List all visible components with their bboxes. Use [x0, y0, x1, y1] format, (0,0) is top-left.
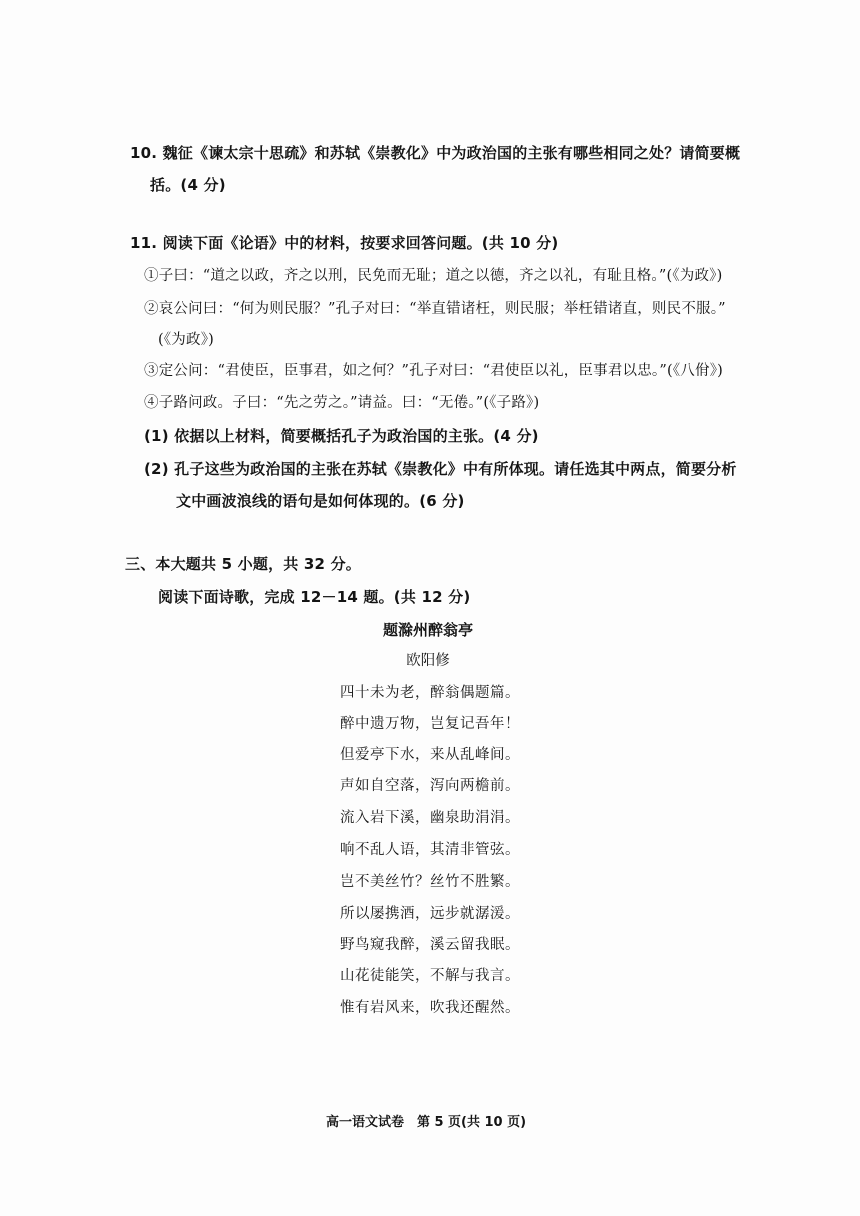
material-4: ④子路问政。子曰：“先之劳之。”请益。曰：“无倦。”(《子路》)	[144, 395, 540, 411]
sub-question-1: (1) 依据以上材料，简要概括孔子为政治国的主张。(4 分)	[144, 427, 539, 445]
question-11-stem: 11. 阅读下面《论语》中的材料，按要求回答问题。(共 10 分)	[130, 234, 559, 252]
poem-line: 岂不美丝竹？丝竹不胜繁。	[340, 874, 520, 890]
material-3: ③定公问：“君使臣，臣事君，如之何？”孔子对曰：“君使臣以礼，臣事君以忠。”(《八佾》)	[144, 363, 724, 379]
material-2-line-1: ②哀公问曰：“何为则民服？”孔子对曰：“举直错诸枉，则民服；举枉错诸直，则民不服。”	[144, 301, 726, 317]
section-3-heading: 三、本大题共 5 小题，共 32 分。	[125, 555, 362, 573]
poem-line: 惟有岩风来，吹我还醒然。	[340, 1000, 520, 1016]
poem-line: 醉中遗万物，岂复记吾年！	[340, 716, 520, 732]
question-10-line-2: 括。(4 分)	[150, 176, 226, 194]
poem-line: 流入岩下溪，幽泉助涓涓。	[340, 810, 520, 826]
material-2-line-2: (《为政》)	[158, 332, 215, 348]
poem-author: 欧阳修	[406, 653, 450, 669]
sub-question-2-line-2: 文中画波浪线的语句是如何体现的。(6 分)	[176, 492, 465, 510]
poem-line: 声如自空落，泻向两檐前。	[340, 778, 520, 794]
sub-question-2-line-1: (2) 孔子这些为政治国的主张在苏轼《崇教化》中有所体现。请任选其中两点，简要分析	[144, 460, 737, 478]
section-3-intro: 阅读下面诗歌，完成 12－14 题。(共 12 分)	[158, 588, 471, 606]
material-1: ①子曰：“道之以政，齐之以刑，民免而无耻；道之以德，齐之以礼，有耻且格。”(《为政》)	[144, 268, 723, 284]
poem-line: 所以屡携酒，远步就潺湲。	[340, 906, 520, 922]
page-footer: 高一语文试卷 第 5 页(共 10 页)	[325, 1115, 527, 1130]
poem-title: 题滁州醉翁亭	[382, 621, 473, 639]
poem-line: 四十未为老，醉翁偶题篇。	[340, 685, 520, 701]
poem-line: 但爱亭下水，来从乱峰间。	[340, 747, 520, 763]
poem-line: 野鸟窥我醉，溪云留我眠。	[340, 937, 520, 953]
poem-line: 山花徒能笑，不解与我言。	[340, 968, 520, 984]
question-10-line-1: 10. 魏征《谏太宗十思疏》和苏轼《崇教化》中为政治国的主张有哪些相同之处？请简要概	[130, 144, 741, 162]
poem-line: 响不乱人语，其清非管弦。	[340, 842, 520, 858]
